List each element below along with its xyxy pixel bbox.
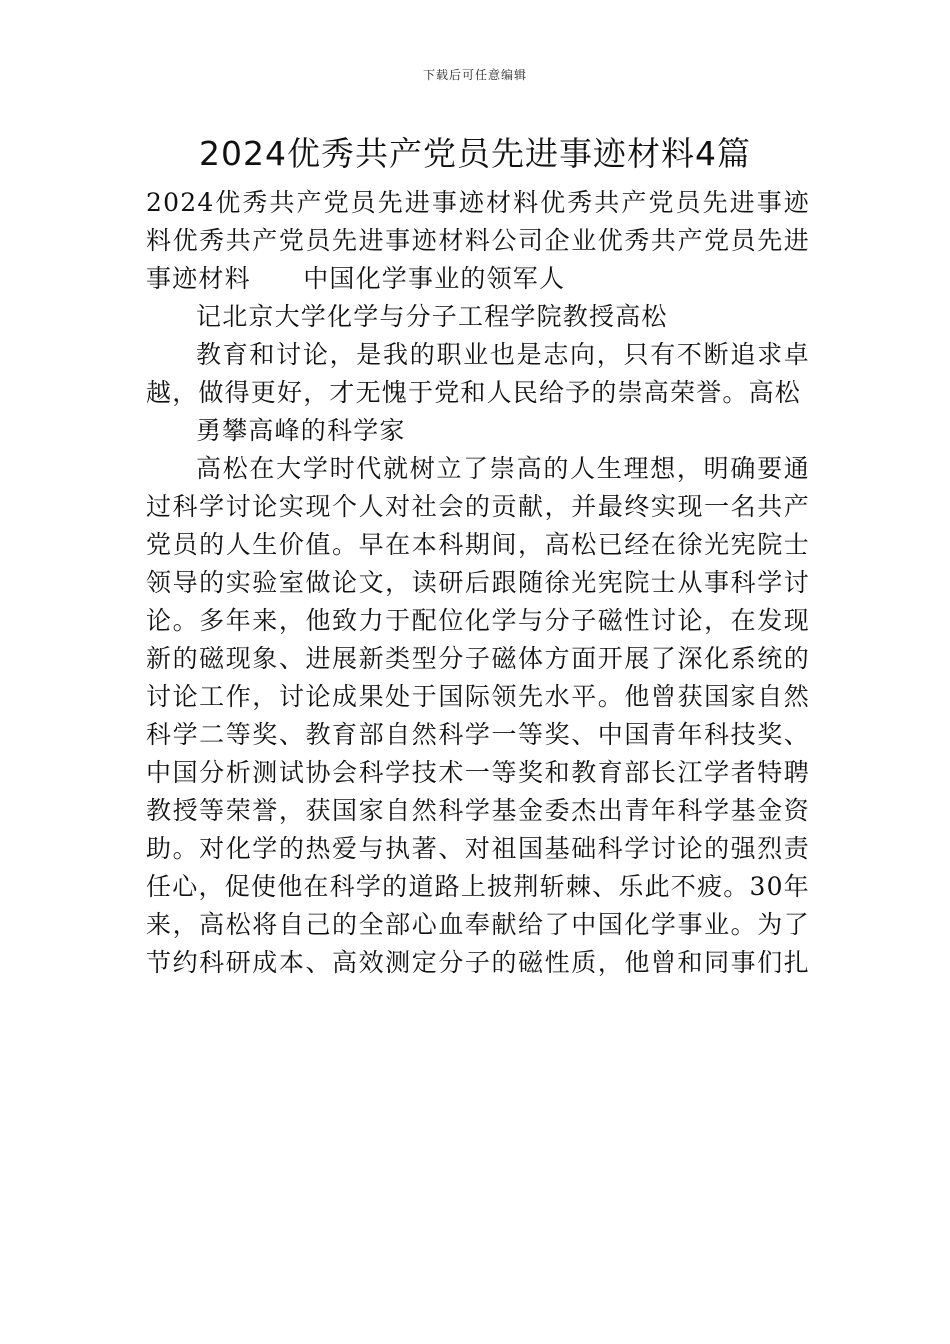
paragraph-line: 领导的实验室做论文，读研后跟随徐光宪院士从事科学讨 [146, 568, 810, 597]
paragraph-line: 助。对化学的热爱与执著、对祖国基础科学讨论的强烈责 [146, 834, 810, 863]
paragraph-line: 教授等荣誉，获国家自然科学基金委杰出青年科学基金资 [146, 796, 810, 825]
paragraph-line: 任心，促使他在科学的道路上披荆斩棘、乐此不疲。30年 [146, 872, 810, 901]
paragraph-line: 高松在大学时代就树立了崇高的人生理想，明确要通 [196, 454, 810, 483]
paragraph-line: 来，高松将自己的全部心血奉献给了中国化学事业。为了 [146, 910, 810, 939]
paragraph-line: 科学二等奖、教育部自然科学一等奖、中国青年科技奖、 [146, 720, 810, 749]
paragraph-line: 记北京大学化学与分子工程学院教授高松 [196, 302, 668, 331]
document-title: 2024优秀共产党员先进事迹材料4篇 [199, 134, 751, 173]
header-note: 下载后可任意编辑 [422, 68, 527, 82]
paragraph-line: 节约科研成本、高效测定分子的磁性质，他曾和同事们扎 [146, 948, 810, 977]
paragraph-line: 教育和讨论，是我的职业也是志向，只有不断追求卓 [196, 340, 810, 369]
document-body [146, 184, 810, 982]
paragraph-line: 讨论工作，讨论成果处于国际领先水平。他曾获国家自然 [146, 682, 810, 711]
paragraph-line: 事迹材料 中国化学事业的领军人 [146, 264, 566, 293]
paragraph-line: 越，做得更好，才无愧于党和人民给予的崇高荣誉。高松 [146, 378, 802, 407]
paragraph-line: 新的磁现象、进展新类型分子磁体方面开展了深化系统的 [146, 644, 810, 673]
paragraph-line: 勇攀高峰的科学家 [196, 416, 406, 445]
paragraph-line: 党员的人生价值。早在本科期间，高松已经在徐光宪院士 [146, 530, 810, 559]
paragraph-line: 料优秀共产党员先进事迹材料公司企业优秀共产党员先进 [146, 226, 810, 255]
paragraph-line: 2024优秀共产党员先进事迹材料优秀共产党员先进事迹 [146, 188, 810, 217]
paragraph-line: 论。多年来，他致力于配位化学与分子磁性讨论，在发现 [146, 606, 810, 635]
paragraph-line: 中国分析测试协会科学技术一等奖和教育部长江学者特聘 [146, 758, 810, 787]
paragraph-line: 过科学讨论实现个人对社会的贡献，并最终实现一名共产 [146, 492, 810, 521]
